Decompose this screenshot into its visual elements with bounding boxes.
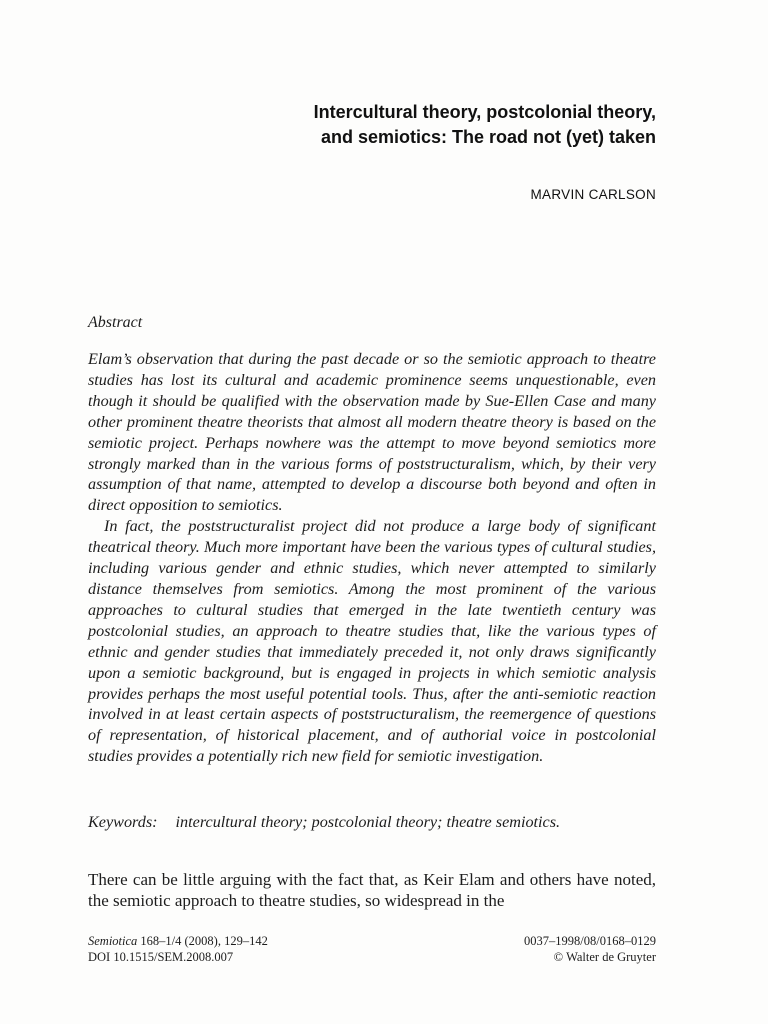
journal-name: Semiotica [88,934,138,948]
abstract-paragraph-2: In fact, the poststructuralist project did not produce a large body of significant theatrical theory. Much more important have been the various types of cultural studies, including various gender and ethnic studies, which never attempted to similarly distance themselves from semiotics. Among the most prominent of the various approaches to cultural studies that emerged in the late twentieth century was postcolonial studies, an approach to theatre studies that, like the various types of ethnic and gender studies that immediately preceded it, not only draws significantly upon a semiotic background, but is engaged in projects in which semiotic analysis provides perhaps the most useful potential tools. Thus, after the anti-semiotic reaction involved in at least certain aspects of poststructuralism, the reemergence of questions of representation, of historical placement, and of authorial voice in postcolonial studies provides a potentially rich new field for semiotic investigation. [88,517,656,766]
author-name: MARVIN CARLSON [530,187,656,202]
keywords [88,813,560,832]
doi: DOI 10.1515/SEM.2008.007 [88,950,234,964]
abstract-body [88,349,656,767]
copyright: © Walter de Gruyter [553,950,656,964]
article-title [136,100,656,150]
citation [88,933,268,949]
footer-row-2 [88,949,656,965]
abstract-paragraph-1: Elam’s observation that during the past decade or so the semiotic approach to theatre studies has lost its cultural and academic prominence seems unquestionable, even though it should be qualified with the observation made by Sue-Ellen Case and many other prominent theatre theorists that almost all modern theatre theory is based on the semiotic project. Perhaps nowhere was the attempt to move beyond semiotics more strongly marked than in the various forms of poststructuralism, which, by their very assumption of that name, attempted to develop a discourse both beyond and often in direct opposition to semiotics. [88,350,656,515]
abstract-heading: Abstract [88,314,143,331]
title-line-1: Intercultural theory, postcolonial theory, [313,102,656,122]
keywords-label: Keywords: [88,813,158,831]
keywords-value: intercultural theory; postcolonial theory; theatre semiotics. [175,813,561,831]
body-paragraph: There can be little arguing with the fact that, as Keir Elam and others have noted, the semiotic approach to theatre studies, so widespread in the [88,870,656,910]
title-line-2: and semiotics: The road not (yet) taken [320,127,656,147]
citation-details: 168–1/4 (2008), 129–142 [137,934,268,948]
page-footer [88,933,656,965]
footer-row-1 [88,933,656,949]
issn: 0037–1998/08/0168–0129 [524,934,656,948]
